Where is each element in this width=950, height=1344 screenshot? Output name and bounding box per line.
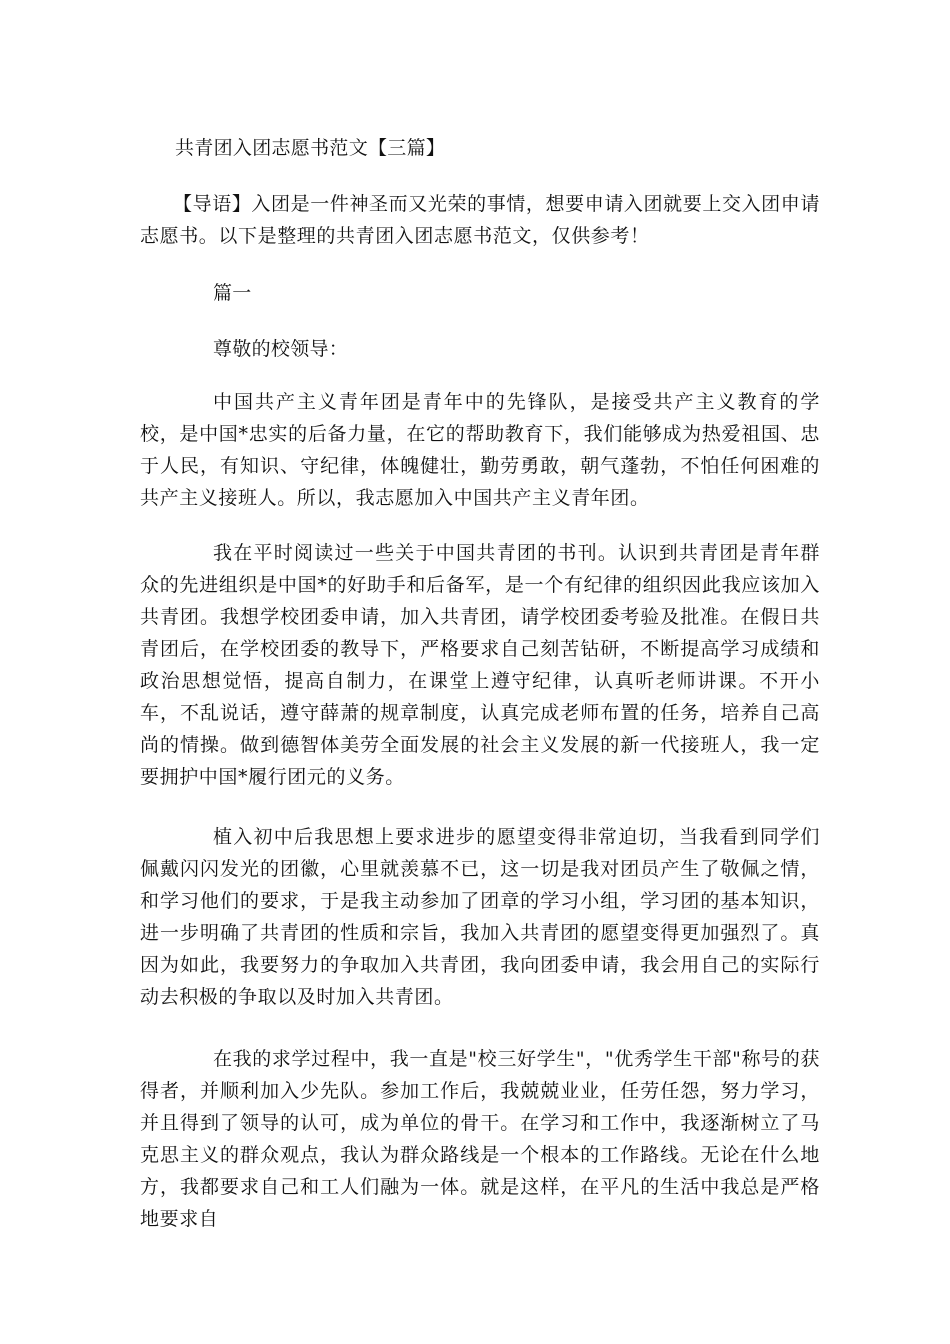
salutation: 尊敬的校领导：: [213, 338, 349, 360]
body-paragraph-3: 植入初中后我思想上要求进步的愿望变得非常迫切，当我看到同学们佩戴闪闪发光的团徽，心里就羡慕不已，这一切是我对团员产生了敬佩之情，和学习他们的要求，于是我主动参加了团章的学习小组，学习团的基本知识，进一步明确了共青团的性质和宗旨，我加入共青团的愿望变得更加强烈了。真因为如此，我要努力的争取加入共青团，我向团委申请，我会用自己的实际行动去积极的争取以及时加入共青团。: [140, 826, 820, 1008]
section-label: 篇一: [213, 282, 252, 304]
body-paragraph-2: 我在平时阅读过一些关于中国共青团的书刊。认识到共青团是青年群众的先进组织是中国*的好助手和后备军，是一个有纪律的组织因此我应该加入共青团。我想学校团委申请，加入共青团，请学校团委考验及批准。在假日共青团后，在学校团委的教导下，严格要求自己刻苦钻研，不断提高学习成绩和政治思想觉悟，提高自制力，在课堂上遵守纪律，认真听老师讲课。不开小车，不乱说话，遵守薛萧的规章制度，认真完成老师布置的任务，培养自己高尚的情操。做到德智体美劳全面发展的社会主义发展的新一代接班人，我一定要拥护中国*履行团元的义务。: [140, 542, 820, 788]
body-paragraph-1: 中国共产主义青年团是青年中的先锋队，是接受共产主义教育的学校，是中国*忠实的后备力量，在它的帮助教育下，我们能够成为热爱祖国、忠于人民，有知识、守纪律，体魄健壮，勤劳勇敢，朝气蓬勃，不怕任何困难的共产主义接班人。所以，我志愿加入中国共产主义青年团。: [140, 391, 820, 509]
document-title: 共青团入团志愿书范文【三篇】: [175, 137, 446, 159]
body-paragraph-4: 在我的求学过程中，我一直是"校三好学生"，"优秀学生干部"称号的获得者，并顺利加入少先队。参加工作后，我兢兢业业，任劳任怨，努力学习，并且得到了领导的认可，成为单位的骨干。在学习和工作中，我逐渐树立了马克思主义的群众观点，我认为群众路线是一个根本的工作路线。无论在什么地方，我都要求自己和工人们融为一体。就是这样，在平凡的生活中我总是严格地要求自: [140, 1048, 820, 1230]
intro-paragraph: 【导语】入团是一件神圣而又光荣的事情，想要申请入团就要上交入团申请志愿书。以下是整理的共青团入团志愿书范文，仅供参考！: [140, 193, 820, 247]
